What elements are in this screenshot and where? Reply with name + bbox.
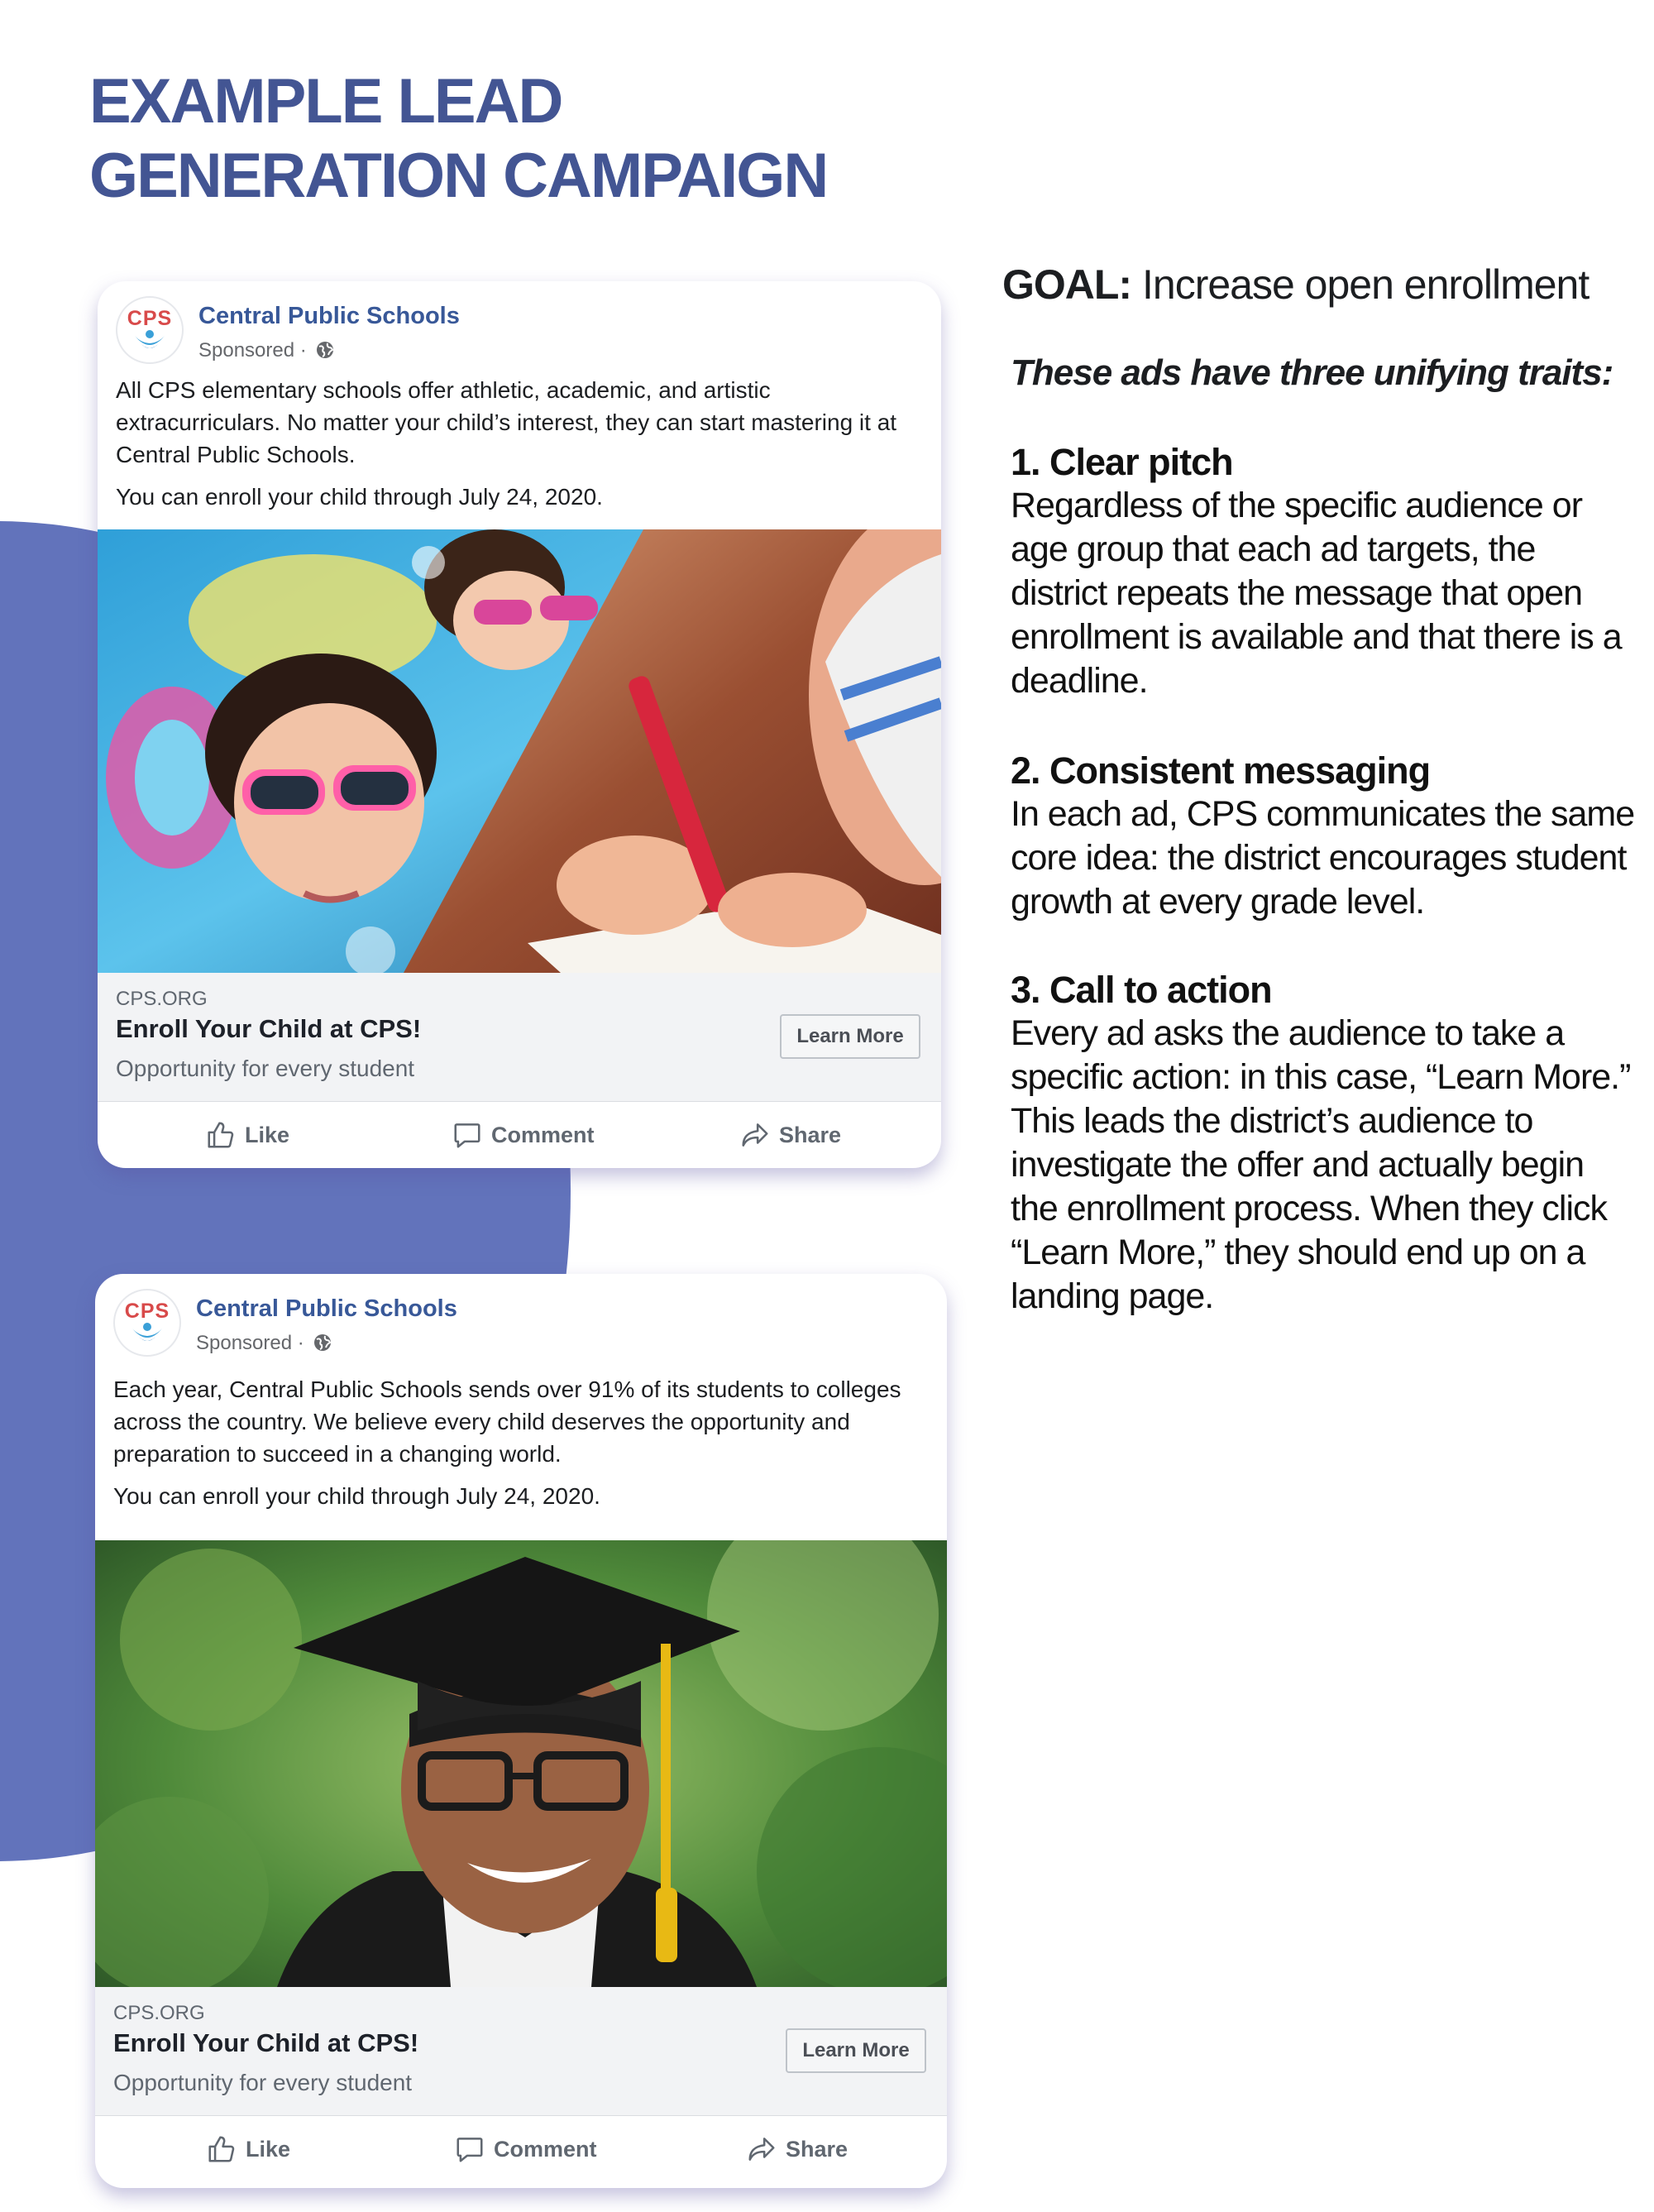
like-button[interactable] [206,2116,290,2182]
comment-button[interactable] [454,2116,597,2182]
comment-label: Comment [491,1122,595,1147]
comment-button[interactable] [452,1102,595,1168]
sponsored-label [198,339,335,362]
trait-clear-pitch [1011,440,1639,703]
share-arrow-icon [746,2133,777,2165]
page-name-link[interactable]: Central Public Schools [198,303,460,329]
share-label: Share [786,2136,849,2162]
share-arrow-icon [739,1119,771,1151]
comment-icon [454,2133,485,2165]
link-description: Opportunity for every student [113,2070,413,2095]
ad-image-kids-collage[interactable] [98,529,941,973]
ad-card-college [95,1274,947,2188]
learn-more-button[interactable]: Learn More [786,2028,926,2073]
goal-text: Increase open enrollment [1142,261,1589,308]
cps-logo-text: CPS [127,307,173,330]
trait-heading: 2. Consistent messaging [1011,749,1431,792]
page-name-link[interactable]: Central Public Schools [196,1295,457,1322]
comment-label: Comment [494,2136,597,2162]
like-button[interactable] [205,1102,289,1168]
action-bar [98,1102,941,1168]
ad-header [113,1289,930,1363]
cta-area [95,1987,947,2116]
page-title [89,65,827,213]
trait-body: Regardless of the specific audience or age group that each ad targets, the district repeats the message that open enrollment is available and that there is a deadline. [1011,486,1622,701]
post-text [116,374,923,513]
ad-header [116,296,925,371]
goal-label: GOAL: [1002,261,1132,308]
post-body: Each year, Central Public Schools sends over 91% of its students to colleges across the country. We believe every child deserves the opportunity and preparation to succeed in a changing world. [113,1377,901,1467]
ad-image-graduate[interactable] [95,1540,947,1987]
enroll-deadline: You can enroll your child through July 24, 2020. [113,1483,600,1509]
ad-card-elementary [98,281,941,1168]
trait-heading: 3. Call to action [1011,969,1272,1011]
share-button[interactable] [739,1102,841,1168]
post-body: All CPS elementary schools offer athletic, academic, and artistic extracurriculars. No matter your child’s interest, they can start mastering it at Central Public Schools. [116,377,897,467]
link-headline[interactable]: Enroll Your Child at CPS! [116,1014,422,1043]
globe-icon [313,1333,332,1353]
trait-consistent-messaging [1011,749,1639,924]
action-bar [95,2116,947,2182]
share-button[interactable] [746,2116,848,2182]
avatar[interactable] [116,296,184,364]
share-label: Share [779,1122,842,1147]
trait-body: In each ad, CPS communicates the same core idea: the district encourages student growth at every grade level. [1011,794,1635,922]
post-text [113,1373,929,1512]
thumbs-up-icon [206,2133,237,2165]
enroll-deadline: You can enroll your child through July 24, 2020. [116,484,603,510]
trait-heading: 1. Clear pitch [1011,441,1233,483]
avatar[interactable] [113,1289,181,1357]
comment-icon [452,1119,483,1151]
cps-logo-icon [128,1322,166,1347]
sponsored-text: Sponsored · [196,1332,304,1354]
sponsored-text: Sponsored · [198,339,307,361]
traits-intro: These ads have three unifying traits: [1011,352,1613,393]
thumbs-up-icon [205,1119,237,1151]
learn-more-button[interactable]: Learn More [780,1014,920,1059]
link-headline[interactable]: Enroll Your Child at CPS! [113,2028,419,2057]
sponsored-label [196,1332,332,1355]
trait-call-to-action [1011,968,1639,1319]
kids-collage-illustration [98,529,941,973]
like-label: Like [245,1122,290,1147]
globe-icon [315,340,335,360]
cps-logo-icon [131,329,169,354]
cta-area [98,973,941,1102]
like-label: Like [246,2136,291,2162]
cps-logo-text: CPS [124,1300,170,1323]
graduate-illustration [95,1540,947,1987]
link-domain: CPS.ORG [113,2002,205,2024]
link-description: Opportunity for every student [116,1056,415,1081]
goal-statement [1002,258,1589,311]
link-domain: CPS.ORG [116,988,208,1010]
trait-body: Every ad asks the audience to take a specific action: in this case, “Learn More.” This leads the district’s audience to investigate the offer and actually begin the enrollment process. When they click “Learn More,” they should end up on a landing page. [1011,1013,1631,1316]
page-title-line-1: EXAMPLE LEAD [89,66,562,136]
page-title-line-2: GENERATION CAMPAIGN [89,141,828,211]
